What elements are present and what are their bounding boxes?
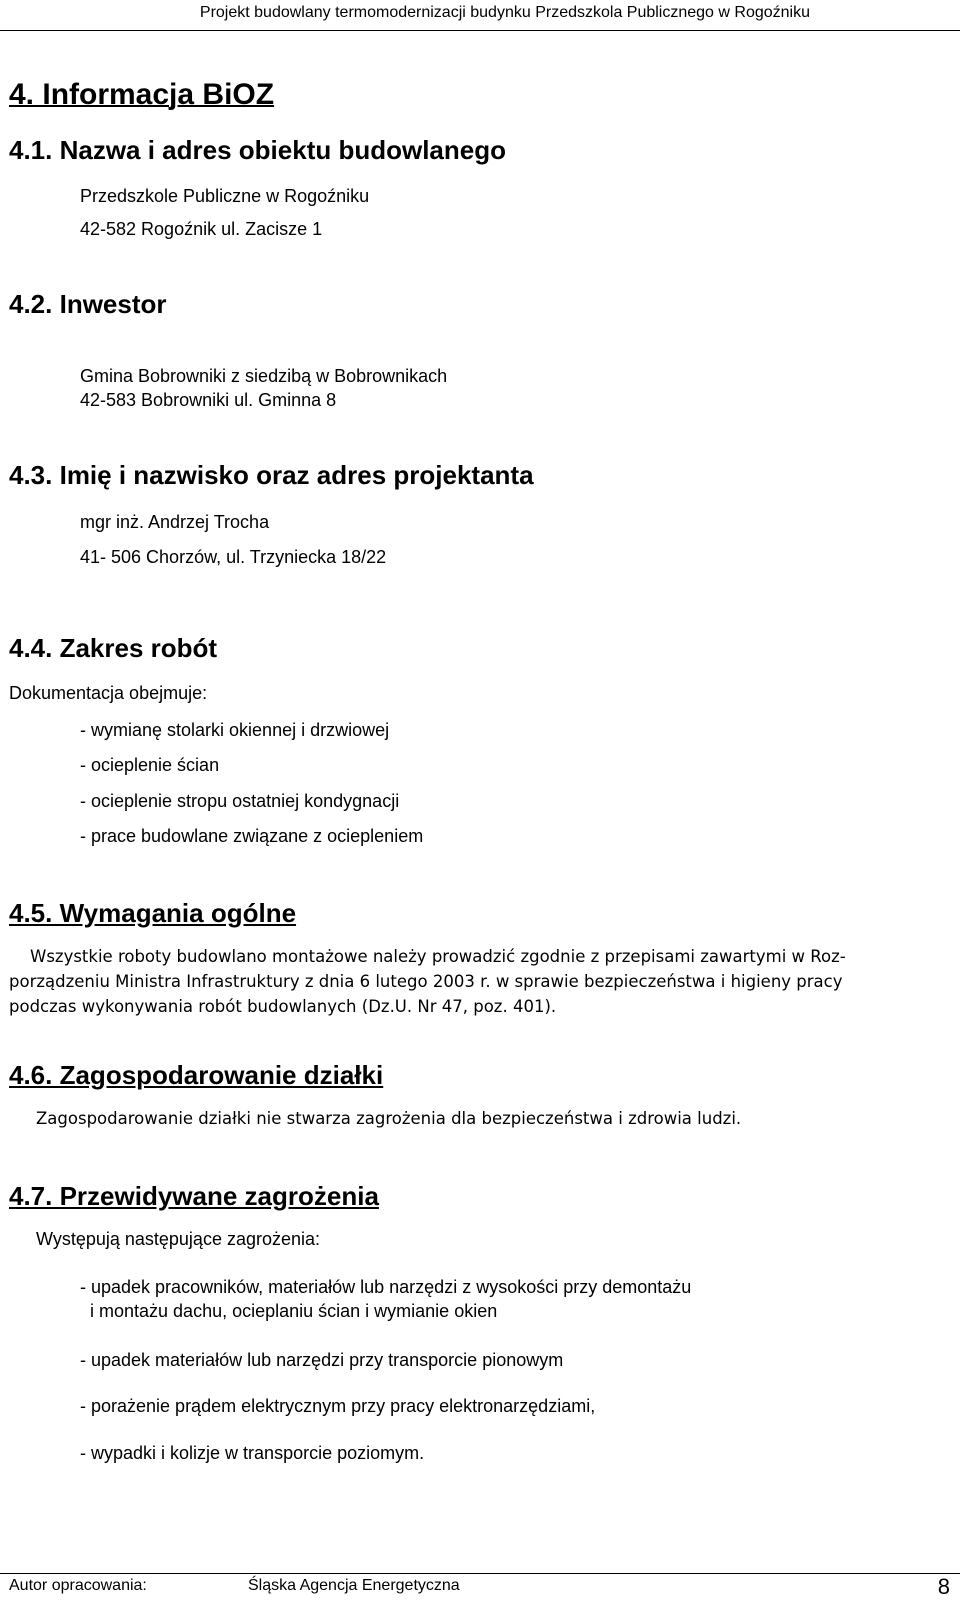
section-heading-4-2: 4.2. Inwestor xyxy=(9,289,167,319)
header-title: Projekt budowlany termomodernizacji budynku Przedszkola Publicznego w Rogoźniku xyxy=(199,4,810,21)
designer-name: mgr inż. Andrzej Trocha xyxy=(80,512,270,532)
list-item: - wymianę stolarki okiennej i drzwiowej xyxy=(80,720,390,740)
list-item: - upadek materiałów lub narzędzi przy transporcie pionowym xyxy=(80,1350,564,1370)
footer-author: Śląska Agencja Energetyczna xyxy=(248,1577,460,1594)
designer-address: 41- 506 Chorzów, ul. Trzyniecka 18/22 xyxy=(80,547,387,567)
section-heading-4-6: 4.6. Zagospodarowanie działki xyxy=(9,1060,384,1090)
requirements-line-1: Wszystkie roboty budowlano montażowe należy prowadzić zgodnie z przepisami zawartymi w Roz- xyxy=(30,947,846,966)
list-item: - wypadki i kolizje w transporcie poziomym. xyxy=(80,1443,425,1463)
requirements-line-2: porządzeniu Ministra Infrastruktury z dnia 6 lutego 2003 r. w sprawie bezpieczeństwa i higieny pracy xyxy=(9,972,843,991)
hazards-intro: Występują następujące zagrożenia: xyxy=(36,1229,321,1249)
scope-intro: Dokumentacja obejmuje: xyxy=(9,683,208,703)
page-number: 8 xyxy=(937,1574,950,1599)
section-heading-4-4: 4.4. Zakres robót xyxy=(9,633,218,663)
requirements-line-3: podczas wykonywania robót budowlanych (Dz.U. Nr 47, poz. 401). xyxy=(9,997,557,1016)
list-item: - prace budowlane związane z ociepleniem xyxy=(80,826,424,846)
list-item: - ocieplenie stropu ostatniej kondygnacji xyxy=(80,791,400,811)
object-name: Przedszkole Publiczne w Rogoźniku xyxy=(80,186,370,206)
list-item: - ocieplenie ścian xyxy=(80,755,220,775)
section-heading-4-1: 4.1. Nazwa i adres obiektu budowlanego xyxy=(9,135,506,165)
section-heading-main: 4. Informacja BiOZ xyxy=(9,78,275,111)
page-header xyxy=(0,0,960,31)
section-heading-4-5: 4.5. Wymagania ogólne xyxy=(9,898,297,928)
page-footer xyxy=(0,1573,960,1599)
investor-name: Gmina Bobrowniki z siedzibą w Bobrownikach xyxy=(80,366,448,386)
section-heading-4-3: 4.3. Imię i nazwisko oraz adres projektanta xyxy=(9,460,534,490)
list-item-continuation: i montażu dachu, ocieplaniu ścian i wymianie okien xyxy=(80,1301,498,1321)
object-address: 42-582 Rogoźnik ul. Zacisze 1 xyxy=(80,219,323,239)
list-item: - upadek pracowników, materiałów lub narzędzi z wysokości przy demontażu xyxy=(80,1277,692,1297)
investor-address: 42-583 Bobrowniki ul. Gminna 8 xyxy=(80,390,337,410)
list-item: - porażenie prądem elektrycznym przy pracy elektronarzędziami, xyxy=(80,1396,596,1416)
footer-label: Autor opracowania: xyxy=(9,1577,147,1594)
site-statement: Zagospodarowanie działki nie stwarza zagrożenia dla bezpieczeństwa i zdrowia ludzi. xyxy=(36,1109,742,1128)
section-heading-4-7: 4.7. Przewidywane zagrożenia xyxy=(9,1181,379,1211)
